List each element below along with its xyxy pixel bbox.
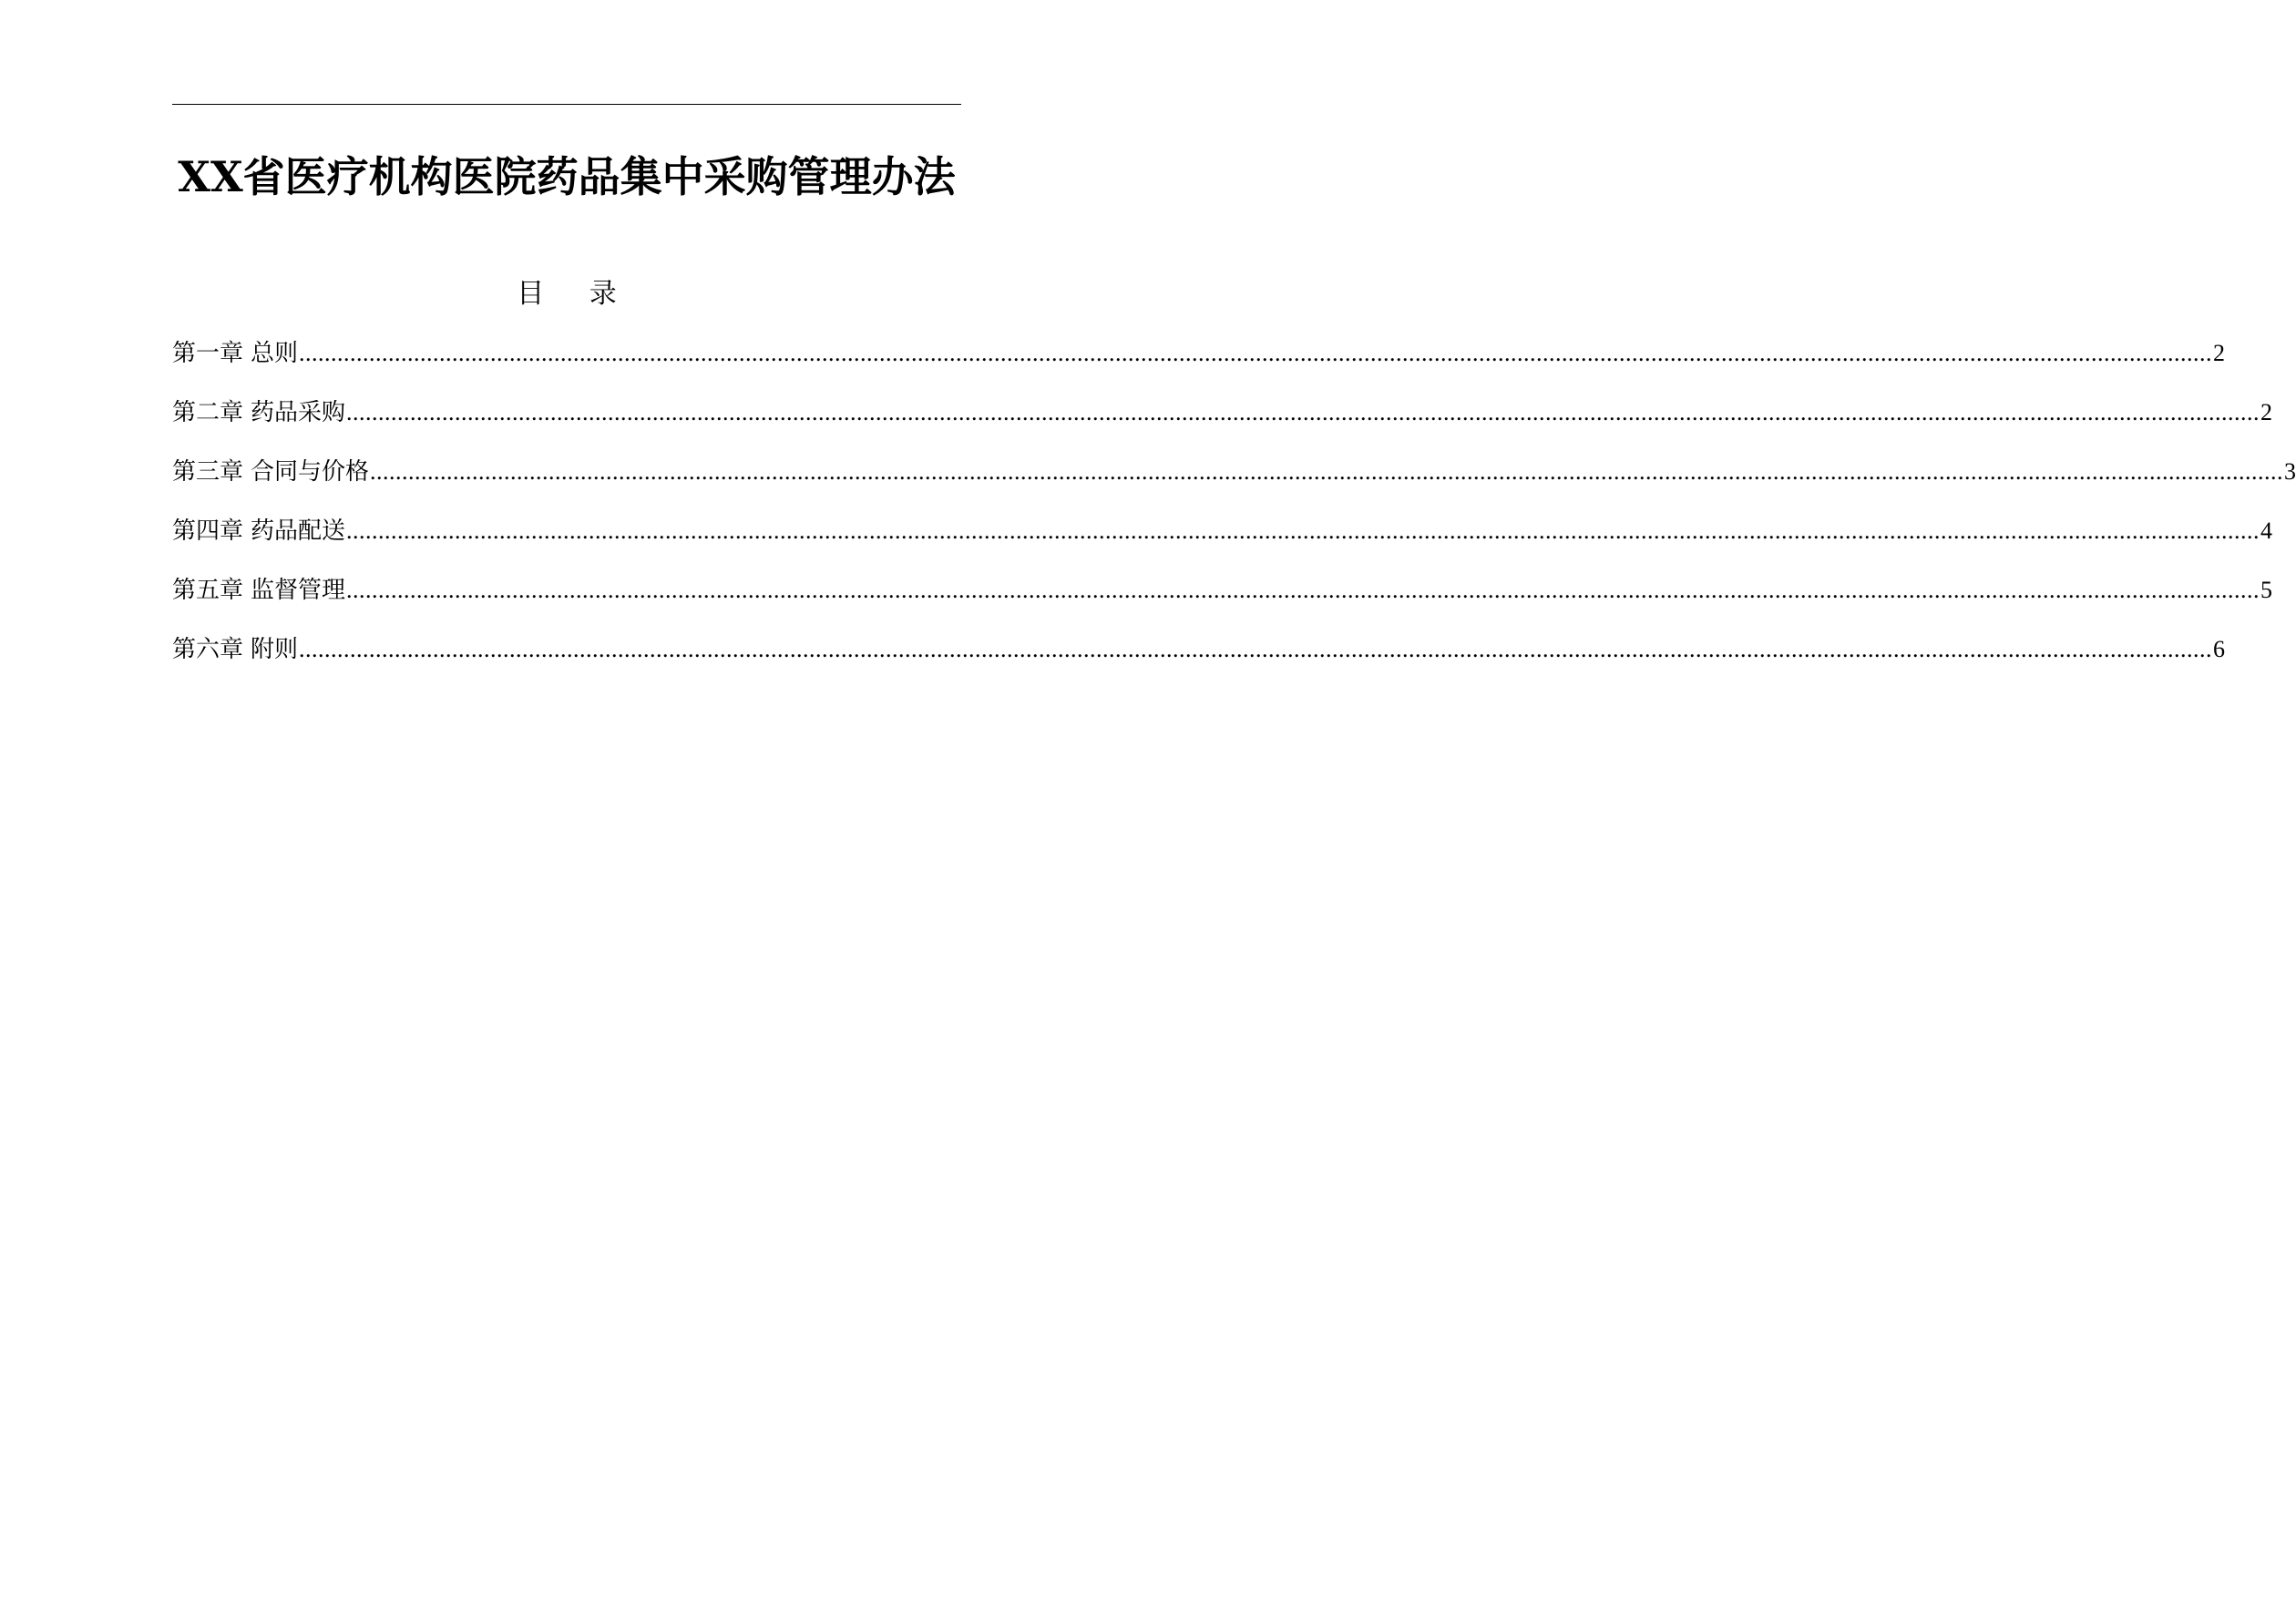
toc-chapter-number: 第三章	[172, 458, 244, 486]
toc-item-3[interactable]	[172, 456, 2296, 515]
toc-chapter-name: 药品采购	[251, 399, 346, 426]
toc-item-1[interactable]	[172, 337, 2226, 396]
toc-dot-leader: ............................................................................................................................................................................................................................................................................................................	[346, 517, 2260, 544]
document-title: XX省医疗机构医院药品集中采购管理办法	[178, 152, 956, 201]
toc-item-6[interactable]	[172, 633, 2226, 692]
table-of-contents	[172, 337, 2296, 692]
toc-chapter-name: 监督管理	[251, 577, 346, 604]
toc-chapter-name: 药品配送	[251, 517, 346, 545]
toc-page-number: 2	[2213, 340, 2226, 366]
toc-item-label	[172, 574, 345, 607]
toc-dot-leader: ............................................................................................................................................................................................................................................................................................................	[346, 399, 2260, 425]
toc-item-label	[172, 456, 369, 488]
header-rule	[172, 104, 961, 105]
toc-page-number: 3	[2284, 458, 2296, 485]
toc-heading: 目 录	[517, 278, 635, 310]
toc-item-5[interactable]	[172, 574, 2273, 633]
toc-item-label	[172, 337, 298, 370]
toc-page-number: 4	[2260, 517, 2273, 544]
toc-item-label	[172, 396, 345, 429]
toc-item-label	[172, 515, 345, 548]
toc-dot-leader: ............................................................................................................................................................................................................................................................................................................	[299, 340, 2213, 366]
toc-chapter-name: 总则	[251, 340, 299, 367]
toc-page-number: 5	[2260, 577, 2273, 603]
toc-chapter-name: 合同与价格	[251, 458, 370, 486]
toc-chapter-number: 第五章	[172, 577, 244, 604]
toc-chapter-number: 第二章	[172, 399, 244, 426]
toc-chapter-number: 第四章	[172, 517, 244, 545]
toc-item-4[interactable]	[172, 515, 2273, 574]
toc-dot-leader: ............................................................................................................................................................................................................................................................................................................	[299, 636, 2213, 662]
toc-dot-leader: ............................................................................................................................................................................................................................................................................................................	[346, 577, 2260, 603]
toc-page-number: 2	[2260, 399, 2273, 425]
toc-chapter-number: 第一章	[172, 340, 244, 367]
toc-dot-leader: ............................................................................................................................................................................................................................................................................................................	[370, 458, 2284, 485]
toc-chapter-name: 附则	[251, 636, 299, 663]
toc-item-2[interactable]	[172, 396, 2273, 456]
toc-item-label	[172, 633, 298, 666]
toc-page-number: 6	[2213, 636, 2226, 662]
toc-chapter-number: 第六章	[172, 636, 244, 663]
